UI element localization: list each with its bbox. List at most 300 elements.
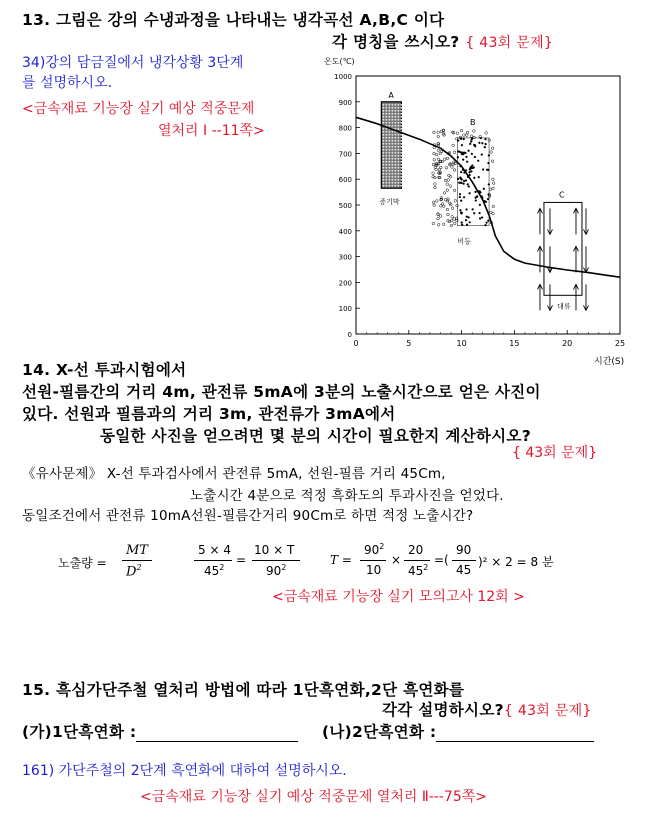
- region-a-label: A: [388, 90, 394, 100]
- region-b-bubble: [460, 200, 462, 202]
- region-a-dot: [397, 137, 399, 139]
- region-b-bubble: [446, 157, 449, 160]
- region-a-dot: [385, 104, 387, 106]
- region-b-bubble: [457, 178, 459, 180]
- region-a-dot: [400, 170, 402, 172]
- region-b-bubble: [492, 205, 495, 208]
- region-a-dot: [394, 134, 396, 136]
- region-a-dot: [391, 134, 393, 136]
- region-b-bubble: [440, 205, 443, 208]
- region-a-vapor-blanket: [379, 91, 402, 206]
- region-a-dot: [391, 137, 393, 139]
- similar-line3: 동일조건에서 관전류 10mA선원-필름간거리 90Cm로 하면 적정 노출시간?: [22, 508, 474, 524]
- region-a-dot: [385, 113, 387, 115]
- region-b-bubble: [461, 144, 463, 146]
- q15-answer-b: [322, 720, 594, 742]
- region-a-dot: [385, 155, 387, 157]
- region-b-bubble: [469, 174, 471, 176]
- region-a-dot: [385, 143, 387, 145]
- region-a-dot: [382, 131, 384, 133]
- region-a-dot: [400, 113, 402, 115]
- region-a-dot: [394, 179, 396, 181]
- region-a-dot: [397, 110, 399, 112]
- region-b-bubble: [465, 134, 468, 137]
- frac4-num: 20: [408, 543, 424, 557]
- region-b-bubble: [473, 177, 475, 179]
- y-tick-label: 1000: [334, 73, 352, 81]
- region-a-dot: [400, 173, 402, 175]
- region-c-convection: [537, 190, 588, 310]
- chart-xlabel: 시간(S): [594, 357, 625, 367]
- region-b-bubble: [447, 198, 450, 201]
- region-a-dot: [382, 119, 384, 121]
- region-a-dot: [391, 164, 393, 166]
- region-b-bubble: [469, 221, 471, 223]
- region-b-bubble: [485, 224, 487, 226]
- region-a-dot: [397, 155, 399, 157]
- region-b-bubble: [461, 224, 463, 226]
- region-a-dot: [385, 158, 387, 160]
- region-b-bubble: [473, 130, 476, 133]
- y-tick-label: 300: [338, 253, 352, 262]
- region-a-dot: [394, 137, 396, 139]
- region-b-bubble: [483, 188, 485, 190]
- region-a-dot: [382, 155, 384, 157]
- region-a-dot: [397, 152, 399, 154]
- region-a-dot: [388, 107, 390, 109]
- region-b-bubble: [454, 200, 457, 203]
- region-a-dot: [397, 170, 399, 172]
- region-a-dot: [391, 182, 393, 184]
- frac3-bar: [360, 560, 386, 561]
- region-a-dot: [394, 173, 396, 175]
- region-a-dot: [400, 164, 402, 166]
- region-b-bubble: [478, 142, 480, 144]
- region-b-bubble: [462, 159, 464, 161]
- x-tick-label: 5: [406, 339, 412, 348]
- region-a-dot: [385, 140, 387, 142]
- region-b-bubble: [468, 186, 470, 188]
- region-a-dot: [391, 113, 393, 115]
- region-a-dot: [394, 116, 396, 118]
- region-a-dot: [388, 173, 390, 175]
- q14-line3: 있다. 선원과 필름과의 거리 3m, 관전류가 3mA에서: [22, 405, 396, 423]
- region-a-dot: [397, 140, 399, 142]
- region-a-dot: [388, 125, 390, 127]
- region-b-bubble: [492, 182, 495, 185]
- frac1-bar: [194, 560, 232, 561]
- region-b-bubble: [452, 144, 455, 147]
- region-b-bubble: [488, 162, 490, 164]
- region-b-boiling: [432, 118, 495, 246]
- region-a-dot: [397, 158, 399, 160]
- region-a-dot: [388, 167, 390, 169]
- formula-d: $D^2$: [126, 563, 142, 580]
- q34-reference-1: <금속재료 기능장 실기 예상 적중문제: [22, 101, 255, 117]
- similar-line1: 《유사문제》 X-선 투과검사에서 관전류 5mA, 선원-필름 거리 45Cm,: [22, 466, 446, 482]
- region-b-bubble: [437, 149, 440, 152]
- region-b-bubble: [453, 222, 456, 225]
- region-b-bubble: [437, 172, 440, 175]
- region-a-dot: [394, 158, 396, 160]
- region-a-dot: [388, 152, 390, 154]
- eq-2: =(: [434, 553, 449, 567]
- y-tick-label: 500: [338, 202, 352, 210]
- region-b-bubble: [458, 151, 460, 153]
- region-a-dot: [391, 161, 393, 163]
- region-b-bubble: [488, 184, 490, 186]
- frac2-num: 10 × T: [254, 543, 295, 557]
- region-a-dot: [397, 122, 399, 124]
- region-b-bubble: [470, 141, 472, 143]
- region-a-dot: [394, 119, 396, 121]
- region-b-bubble: [474, 156, 476, 158]
- region-b-bubble: [434, 186, 437, 189]
- region-b-bubble: [471, 153, 473, 155]
- region-a-dot: [388, 146, 390, 148]
- region-b-bubble: [461, 212, 463, 214]
- region-b-bubble: [449, 163, 452, 166]
- region-a-dot: [388, 116, 390, 118]
- region-a-dot: [397, 182, 399, 184]
- region-a-dot: [382, 164, 384, 166]
- region-a-dot: [391, 140, 393, 142]
- region-b-bubble: [459, 177, 461, 179]
- region-a-dot: [391, 131, 393, 133]
- region-a-dot: [391, 143, 393, 145]
- times-1: ×: [391, 553, 402, 567]
- region-b-bubble: [434, 183, 437, 186]
- region-a-dot: [391, 110, 393, 112]
- region-a-dot: [400, 137, 402, 139]
- region-b-bubble: [472, 208, 474, 210]
- region-b-bubble: [443, 192, 446, 195]
- region-a-dot: [400, 146, 402, 148]
- region-a-dot: [400, 104, 402, 106]
- region-a-dot: [385, 176, 387, 178]
- region-b-bubble: [460, 171, 462, 173]
- region-a-dot: [397, 161, 399, 163]
- region-a-dot: [382, 110, 384, 112]
- region-b-bubble: [481, 217, 483, 219]
- region-a-dot: [388, 182, 390, 184]
- frac5-den: 45: [456, 563, 472, 577]
- region-a-dot: [394, 113, 396, 115]
- region-a-dot: [397, 128, 399, 130]
- y-tick-label: 700: [338, 150, 352, 159]
- region-a-dot: [388, 179, 390, 181]
- q34-line1: 34)강의 담금질에서 냉각상황 3단계: [22, 55, 244, 71]
- region-a-dot: [391, 152, 393, 154]
- region-a-dot: [391, 122, 393, 124]
- region-b-bubble: [447, 213, 450, 216]
- region-a-dot: [391, 176, 393, 178]
- region-b-bubble: [460, 182, 462, 184]
- region-b-bubble: [481, 142, 483, 144]
- q13-line2: [332, 30, 553, 52]
- formula-row: [58, 540, 618, 590]
- formula-mt: MT: [126, 543, 148, 558]
- region-b-bubble: [453, 169, 456, 172]
- x-tick-label: 15: [509, 339, 520, 348]
- region-a-dot: [391, 119, 393, 121]
- y-tick-label: 800: [338, 124, 352, 133]
- frac4-den: $45^2$: [408, 563, 429, 578]
- region-a-dot: [385, 149, 387, 151]
- region-b-bubble: [467, 183, 469, 185]
- q34-line2: 를 설명하시오.: [22, 75, 113, 91]
- region-a-dot: [397, 176, 399, 178]
- region-a-dot: [382, 122, 384, 124]
- region-a-dot: [382, 161, 384, 163]
- y-tick-label: 100: [338, 305, 352, 314]
- q13-round-tag: { 43회 문제}: [465, 35, 554, 51]
- y-tick-label: 400: [338, 227, 352, 236]
- region-a-dot: [394, 122, 396, 124]
- region-a-dot: [400, 119, 402, 121]
- region-b-bubble: [480, 137, 482, 139]
- region-a-dot: [394, 143, 396, 145]
- region-a-dot: [382, 128, 384, 130]
- region-a-dot: [388, 164, 390, 166]
- region-a-dot: [391, 125, 393, 127]
- q13-prompt: 각 명칭을 쓰시오?: [332, 33, 460, 51]
- region-b-bubble: [463, 138, 465, 140]
- similar-line2: 노출시간 4분으로 적정 흑화도의 투과사진을 얻었다.: [190, 488, 504, 504]
- region-b-bubble: [473, 136, 476, 139]
- region-b-bubble: [432, 172, 435, 175]
- region-b-caption: 비등: [457, 237, 471, 246]
- region-b-bubble: [451, 166, 454, 169]
- q15-line1: 15. 흑심가단주철 열처리 방법에 따라 1단흑연화,2단 흑연화를: [22, 681, 465, 699]
- q15-a-blank[interactable]: [136, 727, 298, 742]
- chart-ylabel: 온도(℃): [324, 57, 355, 66]
- region-b-label: B: [470, 118, 476, 128]
- region-a-dot: [382, 143, 384, 145]
- region-a-dot: [394, 170, 396, 172]
- region-a-dot: [382, 113, 384, 115]
- q14-round-tag: { 43회 문제}: [512, 445, 598, 461]
- frac1-num: 5 × 4: [198, 543, 231, 557]
- region-b-bubble: [461, 179, 463, 181]
- region-a-dot: [385, 119, 387, 121]
- region-a-dot: [397, 149, 399, 151]
- region-a-dot: [391, 167, 393, 169]
- region-b-bubble: [479, 212, 481, 214]
- region-a-dot: [400, 152, 402, 154]
- cooling-curve-chart: [322, 52, 632, 368]
- region-b-bubble: [437, 131, 440, 134]
- region-c-label: C: [558, 190, 565, 200]
- region-a-dot: [388, 137, 390, 139]
- region-a-dot: [397, 134, 399, 136]
- region-b-bubble: [463, 180, 465, 182]
- region-a-dot: [385, 152, 387, 154]
- region-a-dot: [388, 143, 390, 145]
- region-b-bubble: [446, 208, 449, 211]
- frac1-den: $45^2$: [204, 563, 225, 578]
- q14-line2: 선원-필름간의 거리 4m, 관전류 5mA에 3분의 노출시간으로 얻은 사진이: [22, 383, 541, 401]
- region-a-dot: [397, 119, 399, 121]
- region-b-bubble: [439, 215, 442, 218]
- region-a-dot: [382, 134, 384, 136]
- region-a-dot: [388, 170, 390, 172]
- region-a-dot: [382, 149, 384, 151]
- region-a-dot: [394, 164, 396, 166]
- region-a-dot: [385, 122, 387, 124]
- region-a-dot: [397, 125, 399, 127]
- region-a-dot: [382, 170, 384, 172]
- region-a-dot: [385, 116, 387, 118]
- region-b-bubble: [485, 138, 487, 140]
- frac5-bar: [452, 560, 476, 561]
- region-a-dot: [400, 167, 402, 169]
- x-tick-label: 20: [562, 339, 573, 348]
- region-b-bubble: [433, 158, 436, 161]
- region-b-bubble: [481, 154, 483, 156]
- region-a-dot: [400, 182, 402, 184]
- region-b-bubble: [466, 216, 468, 218]
- region-a-dot: [397, 173, 399, 175]
- region-a-dot: [397, 143, 399, 145]
- region-b-bubble: [463, 183, 465, 185]
- region-b-bubble: [479, 218, 481, 220]
- region-a-dot: [394, 104, 396, 106]
- region-b-bubble: [432, 222, 435, 225]
- region-a-dot: [388, 149, 390, 151]
- q15-b-blank[interactable]: [436, 727, 594, 742]
- frac3-den: 10: [366, 563, 382, 577]
- region-b-bubble: [484, 146, 486, 148]
- region-a-dot: [388, 161, 390, 163]
- region-b-bubble: [469, 143, 471, 145]
- region-b-bubble: [460, 138, 462, 140]
- region-b-bubble: [459, 196, 461, 198]
- region-a-dot: [400, 161, 402, 163]
- region-b-bubble: [453, 218, 456, 221]
- x-tick-label: 10: [456, 339, 467, 348]
- region-b-bubble: [479, 204, 481, 206]
- frac2-bar: [252, 560, 300, 561]
- region-a-dot: [400, 116, 402, 118]
- region-a-dot: [391, 158, 393, 160]
- region-a-dot: [385, 110, 387, 112]
- region-b-bubble: [485, 132, 488, 135]
- region-b-bubble: [457, 156, 459, 158]
- region-b-bubble: [442, 205, 445, 208]
- q14-line1: 14. X-선 투과시험에서: [22, 361, 187, 379]
- region-b-bubble: [453, 151, 456, 154]
- t-equals: T =: [330, 553, 352, 567]
- region-b-bubble: [486, 169, 488, 171]
- region-a-dot: [382, 158, 384, 160]
- region-b-bubble: [492, 187, 495, 190]
- region-b-bubble: [444, 179, 447, 182]
- region-b-bubble: [476, 195, 478, 197]
- region-a-dot: [382, 146, 384, 148]
- frac2-den: $90^2$: [266, 563, 287, 578]
- region-a-dot: [400, 155, 402, 157]
- region-b-bubble: [461, 153, 463, 155]
- region-a-dot: [385, 107, 387, 109]
- region-b-bubble: [447, 219, 450, 222]
- region-a-dot: [388, 176, 390, 178]
- region-a-dot: [400, 110, 402, 112]
- region-a-dot: [394, 182, 396, 184]
- region-a-dot: [391, 155, 393, 157]
- region-b-bubble: [492, 212, 495, 215]
- region-a-dot: [394, 149, 396, 151]
- region-b-bubble: [445, 166, 448, 169]
- region-b-bubble: [470, 135, 473, 138]
- region-a-dot: [397, 116, 399, 118]
- region-a-dot: [382, 173, 384, 175]
- region-b-bubble: [455, 138, 458, 141]
- region-a-dot: [400, 107, 402, 109]
- region-b-bubble: [442, 223, 445, 226]
- region-a-dot: [385, 182, 387, 184]
- region-b-bubble: [436, 200, 439, 203]
- region-a-dot: [388, 134, 390, 136]
- region-b-bubble: [446, 189, 449, 192]
- region-b-bubble: [433, 131, 436, 134]
- region-a-dot: [385, 134, 387, 136]
- region-a-dot: [391, 170, 393, 172]
- region-a-dot: [400, 176, 402, 178]
- region-a-dot: [394, 140, 396, 142]
- region-a-dot: [400, 149, 402, 151]
- region-a-dot: [397, 164, 399, 166]
- q161-text: 161) 가단주철의 2단계 흑연화에 대하여 설명하시오.: [22, 763, 347, 779]
- frac5-num: 90: [456, 543, 472, 557]
- region-b-bubble: [432, 163, 435, 166]
- q15-prompt: 각각 설명하시오?: [382, 701, 504, 719]
- region-b-bubble: [437, 217, 440, 220]
- region-a-dot: [391, 173, 393, 175]
- region-a-dot: [400, 143, 402, 145]
- region-b-bubble: [471, 139, 473, 141]
- region-b-bubble: [460, 209, 462, 211]
- region-b-bubble: [450, 224, 453, 227]
- region-a-dot: [388, 158, 390, 160]
- region-b-bubble: [453, 189, 456, 192]
- region-b-bubble: [451, 216, 454, 219]
- region-a-dot: [388, 122, 390, 124]
- region-a-dot: [385, 167, 387, 169]
- region-b-bubble: [433, 204, 436, 207]
- region-a-dot: [400, 125, 402, 127]
- region-a-dot: [382, 116, 384, 118]
- region-a-dot: [397, 146, 399, 148]
- region-b-bubble: [489, 188, 492, 191]
- region-a-dot: [397, 104, 399, 106]
- region-b-bubble: [451, 207, 454, 210]
- region-a-dot: [400, 140, 402, 142]
- frac3-num: $90^2$: [364, 542, 385, 557]
- region-b-bubble: [465, 180, 467, 182]
- region-a-dot: [394, 110, 396, 112]
- region-b-bubble: [443, 158, 446, 161]
- region-b-bubble: [468, 216, 470, 218]
- x-tick-label: 25: [614, 339, 626, 348]
- region-a-dot: [382, 185, 384, 187]
- region-a-dot: [391, 179, 393, 181]
- region-a-dot: [388, 131, 390, 133]
- region-c-caption: 대류: [556, 302, 571, 311]
- region-a-dot: [385, 137, 387, 139]
- region-b-bubble: [432, 201, 435, 204]
- region-b-bubble: [469, 171, 471, 173]
